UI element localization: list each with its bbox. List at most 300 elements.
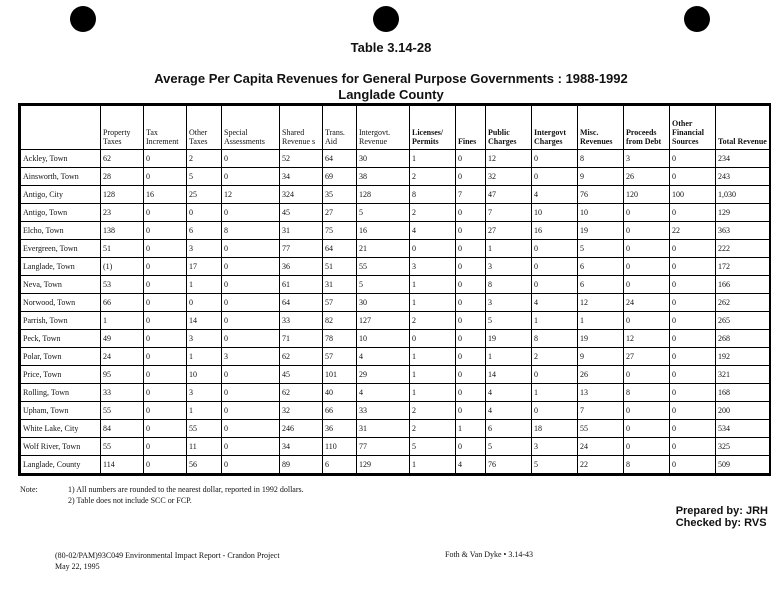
table-cell: 1 xyxy=(187,276,222,294)
table-cell: 16 xyxy=(532,222,578,240)
table-cell: 84 xyxy=(101,420,144,438)
table-cell: 101 xyxy=(323,366,357,384)
table-cell: 509 xyxy=(716,456,770,474)
table-cell: 78 xyxy=(323,330,357,348)
table-cell: 0 xyxy=(144,294,187,312)
table-cell: 38 xyxy=(357,168,410,186)
table-cell: 0 xyxy=(670,258,716,276)
table-cell: 3 xyxy=(187,330,222,348)
table-cell: 0 xyxy=(532,402,578,420)
table-cell: 51 xyxy=(323,258,357,276)
table-cell: 61 xyxy=(280,276,323,294)
table-row xyxy=(21,276,770,294)
table-cell: 27 xyxy=(624,348,670,366)
table-cell: 2 xyxy=(410,402,456,420)
table-cell: 0 xyxy=(144,240,187,258)
table-cell: 6 xyxy=(578,258,624,276)
table-cell: 0 xyxy=(456,150,486,168)
column-header: Proceeds from Debt xyxy=(624,106,670,150)
table-cell: 10 xyxy=(578,204,624,222)
table-cell: 0 xyxy=(222,438,280,456)
table-cell: 0 xyxy=(532,240,578,258)
row-label: Polar, Town xyxy=(21,348,101,366)
table-cell: 33 xyxy=(280,312,323,330)
table-cell: 0 xyxy=(670,204,716,222)
table-cell: 129 xyxy=(716,204,770,222)
table-cell: 110 xyxy=(323,438,357,456)
table-cell: 8 xyxy=(486,276,532,294)
footer-date: May 22, 1995 xyxy=(55,562,100,571)
table-cell: 5 xyxy=(357,276,410,294)
table-cell: 1 xyxy=(456,420,486,438)
table-cell: 5 xyxy=(532,456,578,474)
table-cell: 4 xyxy=(410,222,456,240)
table-cell: 2 xyxy=(410,168,456,186)
table-cell: 0 xyxy=(410,240,456,258)
table-cell: 166 xyxy=(716,276,770,294)
table-cell: 12 xyxy=(486,150,532,168)
table-cell: 31 xyxy=(357,420,410,438)
table-cell: 0 xyxy=(624,222,670,240)
table-cell: 24 xyxy=(624,294,670,312)
table-cell: 10 xyxy=(357,330,410,348)
table-cell: 7 xyxy=(456,186,486,204)
table-cell: 2 xyxy=(410,420,456,438)
table-cell: 45 xyxy=(280,366,323,384)
table-cell: 6 xyxy=(323,456,357,474)
table-row xyxy=(21,312,770,330)
table-cell: 0 xyxy=(456,222,486,240)
row-label: Peck, Town xyxy=(21,330,101,348)
table-cell: 45 xyxy=(280,204,323,222)
row-label: Rolling, Town xyxy=(21,384,101,402)
table-cell: 1 xyxy=(187,348,222,366)
table-cell: 55 xyxy=(578,420,624,438)
table-cell: 0 xyxy=(456,294,486,312)
table-cell: 4 xyxy=(486,402,532,420)
table-cell: 19 xyxy=(578,330,624,348)
table-cell: 1 xyxy=(410,366,456,384)
table-cell: 0 xyxy=(144,276,187,294)
table-cell: 172 xyxy=(716,258,770,276)
table-cell: 27 xyxy=(486,222,532,240)
table-cell: 0 xyxy=(532,150,578,168)
table-cell: 128 xyxy=(357,186,410,204)
table-cell: 5 xyxy=(357,204,410,222)
table-cell: 4 xyxy=(486,384,532,402)
table-cell: 22 xyxy=(578,456,624,474)
table-cell: 0 xyxy=(144,456,187,474)
table-cell: 64 xyxy=(323,150,357,168)
table-cell: 0 xyxy=(222,402,280,420)
table-row xyxy=(21,150,770,168)
table-cell: 6 xyxy=(187,222,222,240)
table-cell: 21 xyxy=(357,240,410,258)
row-label: Evergreen, Town xyxy=(21,240,101,258)
row-label: Upham, Town xyxy=(21,402,101,420)
table-cell: 0 xyxy=(670,168,716,186)
row-label: Antigo, City xyxy=(21,186,101,204)
table-cell: 1 xyxy=(578,312,624,330)
table-cell: 82 xyxy=(323,312,357,330)
footer-left xyxy=(55,550,280,572)
table-cell: 0 xyxy=(456,240,486,258)
table-cell: 0 xyxy=(624,312,670,330)
table-cell: 0 xyxy=(456,438,486,456)
table-cell: 64 xyxy=(323,240,357,258)
column-header: Other Taxes xyxy=(187,106,222,150)
table-cell: 30 xyxy=(357,150,410,168)
table-cell: 3 xyxy=(187,384,222,402)
table-cell: 1 xyxy=(410,276,456,294)
table-cell: 0 xyxy=(624,420,670,438)
table-cell: 321 xyxy=(716,366,770,384)
table-cell: 19 xyxy=(486,330,532,348)
table-cell: 0 xyxy=(222,258,280,276)
table-cell: 57 xyxy=(323,348,357,366)
table-cell: 24 xyxy=(578,438,624,456)
table-cell: 1,030 xyxy=(716,186,770,204)
table-row xyxy=(21,186,770,204)
table-cell: 3 xyxy=(187,240,222,258)
table-cell: 0 xyxy=(222,240,280,258)
column-header: Public Charges xyxy=(486,106,532,150)
table-cell: 129 xyxy=(357,456,410,474)
table-cell: 0 xyxy=(222,204,280,222)
table-row xyxy=(21,438,770,456)
table-cell: 1 xyxy=(410,456,456,474)
table-cell: 114 xyxy=(101,456,144,474)
table-cell: 2 xyxy=(410,204,456,222)
table-cell: 0 xyxy=(456,312,486,330)
column-header: Shared Revenue s xyxy=(280,106,323,150)
table-cell: 36 xyxy=(280,258,323,276)
table-cell: 62 xyxy=(280,348,323,366)
table-row xyxy=(21,402,770,420)
table-cell: 0 xyxy=(670,276,716,294)
table-cell: 0 xyxy=(144,150,187,168)
table-cell: 234 xyxy=(716,150,770,168)
binder-hole-center xyxy=(373,6,399,32)
table-cell: 246 xyxy=(280,420,323,438)
table-cell: 0 xyxy=(222,420,280,438)
table-cell: 24 xyxy=(101,348,144,366)
table-cell: 32 xyxy=(486,168,532,186)
table-cell: 8 xyxy=(222,222,280,240)
table-cell: 36 xyxy=(323,420,357,438)
table-cell: 0 xyxy=(624,204,670,222)
table-cell: 8 xyxy=(624,456,670,474)
table-cell: 55 xyxy=(101,438,144,456)
table-cell: 0 xyxy=(624,258,670,276)
row-label: Ackley, Town xyxy=(21,150,101,168)
table-cell: 56 xyxy=(187,456,222,474)
table-cell: 0 xyxy=(456,168,486,186)
table-cell: 71 xyxy=(280,330,323,348)
table-cell: 0 xyxy=(144,222,187,240)
checked-by: Checked by: RVS xyxy=(675,517,767,529)
table-cell: 30 xyxy=(357,294,410,312)
table-cell: 4 xyxy=(532,294,578,312)
table-cell: 4 xyxy=(357,384,410,402)
table-cell: 0 xyxy=(222,276,280,294)
table-cell: 0 xyxy=(670,330,716,348)
table-cell: 0 xyxy=(532,276,578,294)
table-cell: 1 xyxy=(532,384,578,402)
table-cell: 57 xyxy=(323,294,357,312)
table-cell: 55 xyxy=(357,258,410,276)
table-cell: 0 xyxy=(670,150,716,168)
table-cell: 324 xyxy=(280,186,323,204)
table-cell: 0 xyxy=(456,276,486,294)
table-cell: 0 xyxy=(670,456,716,474)
table-cell: 0 xyxy=(222,456,280,474)
binder-hole-left xyxy=(70,6,96,32)
table-cell: 77 xyxy=(357,438,410,456)
table-cell: 534 xyxy=(716,420,770,438)
table-row xyxy=(21,240,770,258)
table-cell: 12 xyxy=(578,294,624,312)
column-header: Special Assessments xyxy=(222,106,280,150)
row-label: Ainsworth, Town xyxy=(21,168,101,186)
column-header: Total Revenue xyxy=(716,106,770,150)
table-cell: 89 xyxy=(280,456,323,474)
table-cell: 5 xyxy=(187,168,222,186)
table-cell: 120 xyxy=(624,186,670,204)
table-cell: 0 xyxy=(144,420,187,438)
table-cell: 33 xyxy=(357,402,410,420)
table-cell: 29 xyxy=(357,366,410,384)
table-cell: 69 xyxy=(323,168,357,186)
table-cell: 9 xyxy=(578,348,624,366)
notes-label: Note: xyxy=(20,485,38,494)
table-cell: 0 xyxy=(532,258,578,276)
table-row xyxy=(21,456,770,474)
table-cell: 11 xyxy=(187,438,222,456)
table-cell: 4 xyxy=(357,348,410,366)
row-label: White Lake, City xyxy=(21,420,101,438)
table-cell: 265 xyxy=(716,312,770,330)
table-cell: 2 xyxy=(410,312,456,330)
table-cell: 0 xyxy=(222,366,280,384)
row-label: Neva, Town xyxy=(21,276,101,294)
table-cell: 3 xyxy=(624,150,670,168)
note-item: 1) All numbers are rounded to the nearest dollar, reported in 1992 dollars. xyxy=(68,485,304,494)
column-header: Trans. Aid xyxy=(323,106,357,150)
table-cell: 0 xyxy=(144,258,187,276)
table-cell: 0 xyxy=(222,168,280,186)
table-cell: 16 xyxy=(144,186,187,204)
table-cell: 35 xyxy=(323,186,357,204)
table-cell: 5 xyxy=(578,240,624,258)
table-cell: 0 xyxy=(187,204,222,222)
table-cell: 1 xyxy=(187,402,222,420)
table-cell: 0 xyxy=(456,204,486,222)
row-label: Antigo, Town xyxy=(21,204,101,222)
column-header: Property Taxes xyxy=(101,106,144,150)
table-cell: 9 xyxy=(578,168,624,186)
table-cell: 18 xyxy=(532,420,578,438)
table-cell: 0 xyxy=(624,276,670,294)
table-cell: 49 xyxy=(101,330,144,348)
table-cell: 6 xyxy=(578,276,624,294)
table-cell: 8 xyxy=(624,384,670,402)
table-cell: 62 xyxy=(280,384,323,402)
table-row xyxy=(21,420,770,438)
table-cell: 62 xyxy=(101,150,144,168)
table-cell: 3 xyxy=(486,294,532,312)
table-cell: 138 xyxy=(101,222,144,240)
table-row xyxy=(21,294,770,312)
footer-report-line: (80-02/PAM)93C049 Environmental Impact Report - Crandon Project xyxy=(55,551,280,560)
table-cell: 19 xyxy=(578,222,624,240)
table-cell: 0 xyxy=(456,348,486,366)
table-cell: 0 xyxy=(456,402,486,420)
prepared-by: Prepared by: JRH xyxy=(675,505,768,517)
table-cell: 26 xyxy=(624,168,670,186)
table-row xyxy=(21,366,770,384)
table-title-line1: Average Per Capita Revenues for General Purpose Governments : 1988-1992 xyxy=(154,71,628,86)
table-cell: 25 xyxy=(187,186,222,204)
table-cell: 0 xyxy=(222,384,280,402)
table-cell: 3 xyxy=(222,348,280,366)
table-cell: 33 xyxy=(101,384,144,402)
table-cell: 12 xyxy=(222,186,280,204)
table-row xyxy=(21,204,770,222)
table-cell: 64 xyxy=(280,294,323,312)
table-cell: 1 xyxy=(410,294,456,312)
table-cell: 5 xyxy=(486,438,532,456)
table-cell: (1) xyxy=(101,258,144,276)
table-cell: 0 xyxy=(670,294,716,312)
table-cell: 0 xyxy=(144,312,187,330)
row-label: Wolf River, Town xyxy=(21,438,101,456)
table-cell: 0 xyxy=(144,204,187,222)
table-cell: 47 xyxy=(486,186,532,204)
revenue-table xyxy=(18,103,771,476)
table-cell: 0 xyxy=(456,258,486,276)
table-cell: 32 xyxy=(280,402,323,420)
table-cell: 5 xyxy=(410,438,456,456)
column-header: Intergovt Charges xyxy=(532,106,578,150)
table-header-row xyxy=(21,106,770,150)
table-cell: 52 xyxy=(280,150,323,168)
table-cell: 75 xyxy=(323,222,357,240)
table-cell: 8 xyxy=(578,150,624,168)
table-cell: 0 xyxy=(670,402,716,420)
table-cell: 31 xyxy=(323,276,357,294)
table-cell: 0 xyxy=(670,384,716,402)
table-cell: 34 xyxy=(280,168,323,186)
table-cell: 0 xyxy=(144,438,187,456)
table-cell: 0 xyxy=(410,330,456,348)
table-cell: 16 xyxy=(357,222,410,240)
table-cell: 1 xyxy=(410,150,456,168)
table-cell: 127 xyxy=(357,312,410,330)
table-cell: 17 xyxy=(187,258,222,276)
column-header: Tax Increment xyxy=(144,106,187,150)
table-cell: 0 xyxy=(144,348,187,366)
table-cell: 1 xyxy=(101,312,144,330)
table-cell: 95 xyxy=(101,366,144,384)
table-cell: 10 xyxy=(532,204,578,222)
binder-hole-right xyxy=(684,6,710,32)
table-cell: 0 xyxy=(456,384,486,402)
table-cell: 363 xyxy=(716,222,770,240)
table-cell: 0 xyxy=(670,312,716,330)
table-cell: 0 xyxy=(670,348,716,366)
row-label: Norwood, Town xyxy=(21,294,101,312)
row-label: Price, Town xyxy=(21,366,101,384)
table-cell: 128 xyxy=(101,186,144,204)
table-cell: 0 xyxy=(532,168,578,186)
footer-page-ref: Foth & Van Dyke • 3.14-43 xyxy=(445,550,533,559)
table-number: Table 3.14-28 xyxy=(350,40,432,55)
table-cell: 3 xyxy=(410,258,456,276)
table-row xyxy=(21,348,770,366)
column-header: Intergovt. Revenue xyxy=(357,106,410,150)
table-cell: 0 xyxy=(144,366,187,384)
table-cell: 22 xyxy=(670,222,716,240)
table-cell: 1 xyxy=(410,348,456,366)
table-row xyxy=(21,384,770,402)
table-cell: 0 xyxy=(144,402,187,420)
column-header: Misc. Revenues xyxy=(578,106,624,150)
table-cell: 0 xyxy=(222,150,280,168)
table-cell: 0 xyxy=(144,330,187,348)
column-header xyxy=(21,106,101,150)
table-cell: 5 xyxy=(486,312,532,330)
table-cell: 1 xyxy=(532,312,578,330)
table-cell: 23 xyxy=(101,204,144,222)
table-row xyxy=(21,222,770,240)
table-cell: 55 xyxy=(187,420,222,438)
table-cell: 0 xyxy=(670,438,716,456)
table-cell: 168 xyxy=(716,384,770,402)
signoff xyxy=(676,505,768,529)
table-cell: 76 xyxy=(578,186,624,204)
column-header: Other Financial Sources xyxy=(670,106,716,150)
table-cell: 55 xyxy=(101,402,144,420)
row-label: Elcho, Town xyxy=(21,222,101,240)
table-cell: 325 xyxy=(716,438,770,456)
table-cell: 40 xyxy=(323,384,357,402)
table-cell: 0 xyxy=(187,294,222,312)
table-cell: 8 xyxy=(532,330,578,348)
table-cell: 2 xyxy=(187,150,222,168)
table-cell: 0 xyxy=(624,402,670,420)
note-item: 2) Table does not include SCC or FCP. xyxy=(68,496,192,505)
table-body xyxy=(21,150,770,474)
table-cell: 51 xyxy=(101,240,144,258)
table-cell: 7 xyxy=(486,204,532,222)
row-label: Langlade, County xyxy=(21,456,101,474)
table-row xyxy=(21,168,770,186)
table-cell: 0 xyxy=(456,366,486,384)
table-cell: 1 xyxy=(410,384,456,402)
table-cell: 0 xyxy=(222,294,280,312)
table-cell: 0 xyxy=(624,240,670,258)
table-cell: 0 xyxy=(670,420,716,438)
table-cell: 100 xyxy=(670,186,716,204)
row-label: Langlade, Town xyxy=(21,258,101,276)
table-title-line2: Langlade County xyxy=(338,87,444,102)
row-label: Parrish, Town xyxy=(21,312,101,330)
table-cell: 262 xyxy=(716,294,770,312)
table-cell: 0 xyxy=(624,366,670,384)
table-cell: 0 xyxy=(670,366,716,384)
table-title xyxy=(0,71,782,103)
